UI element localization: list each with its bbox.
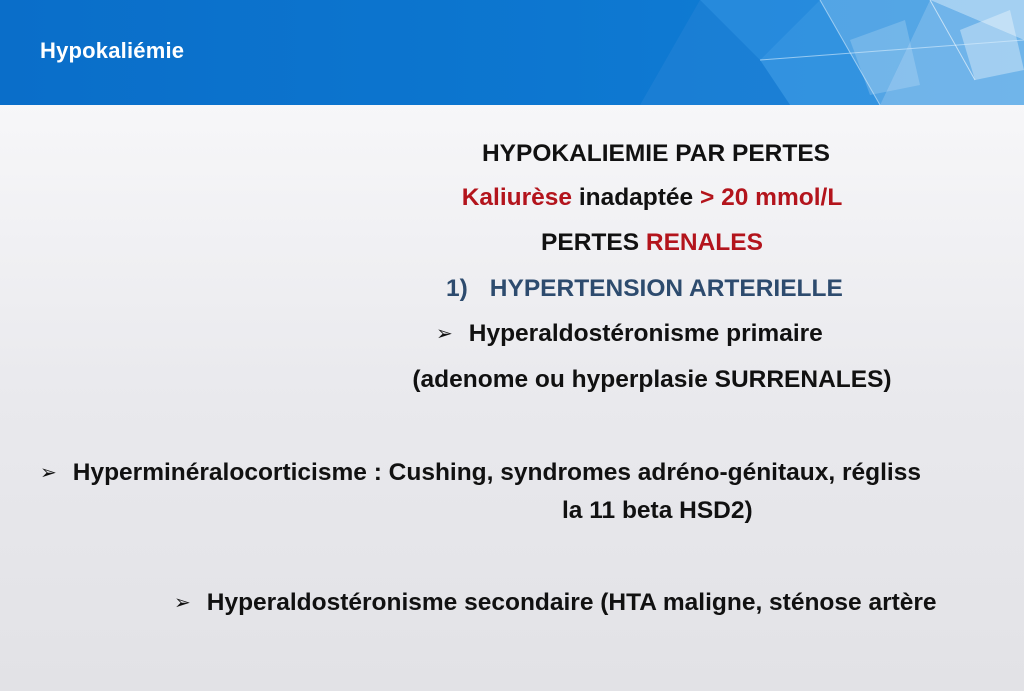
- bullet-mineralocorticisme-continuation: la 11 beta HSD2): [562, 497, 753, 524]
- bullet-secondaire-text: Hyperaldostéronisme secondaire (HTA maligne, sténose artère: [206, 589, 937, 616]
- kaliurese-threshold: > 20 mmol/L: [700, 184, 843, 211]
- bullet-item-secondaire: [174, 591, 937, 616]
- section-title: HYPERTENSION ARTERIELLE: [489, 275, 843, 302]
- slide-title: Hypokaliémie: [40, 38, 185, 63]
- kaliurese-term: Kaliurèse: [461, 184, 573, 211]
- bullet-item-primaire: [436, 322, 823, 347]
- arrow-bullet-icon: ➢: [40, 462, 57, 484]
- bullet-primaire-text: Hyperaldostéronisme primaire: [468, 320, 823, 347]
- kaliurese-inadaptee: inadaptée: [572, 184, 700, 211]
- pertes-renales-line: [452, 231, 852, 256]
- kaliurese-line: [402, 186, 902, 211]
- bullet-mineralocorticisme-text: Hyperminéralocorticisme : Cushing, syndromes adréno-génitaux, régliss: [72, 459, 921, 486]
- content-heading: HYPOKALIEMIE PAR PERTES: [481, 140, 831, 167]
- section-heading: [446, 277, 843, 302]
- section-number: 1): [446, 275, 468, 302]
- arrow-bullet-icon: ➢: [436, 323, 453, 345]
- bullet-item-mineralocorticisme: [40, 461, 921, 486]
- renales-label: RENALES: [645, 229, 763, 256]
- slide-header: [0, 0, 1024, 105]
- arrow-bullet-icon: ➢: [174, 592, 191, 614]
- bullet-primaire-detail: (adenome ou hyperplasie SURRENALES): [412, 366, 892, 393]
- pertes-label: PERTES: [541, 229, 646, 256]
